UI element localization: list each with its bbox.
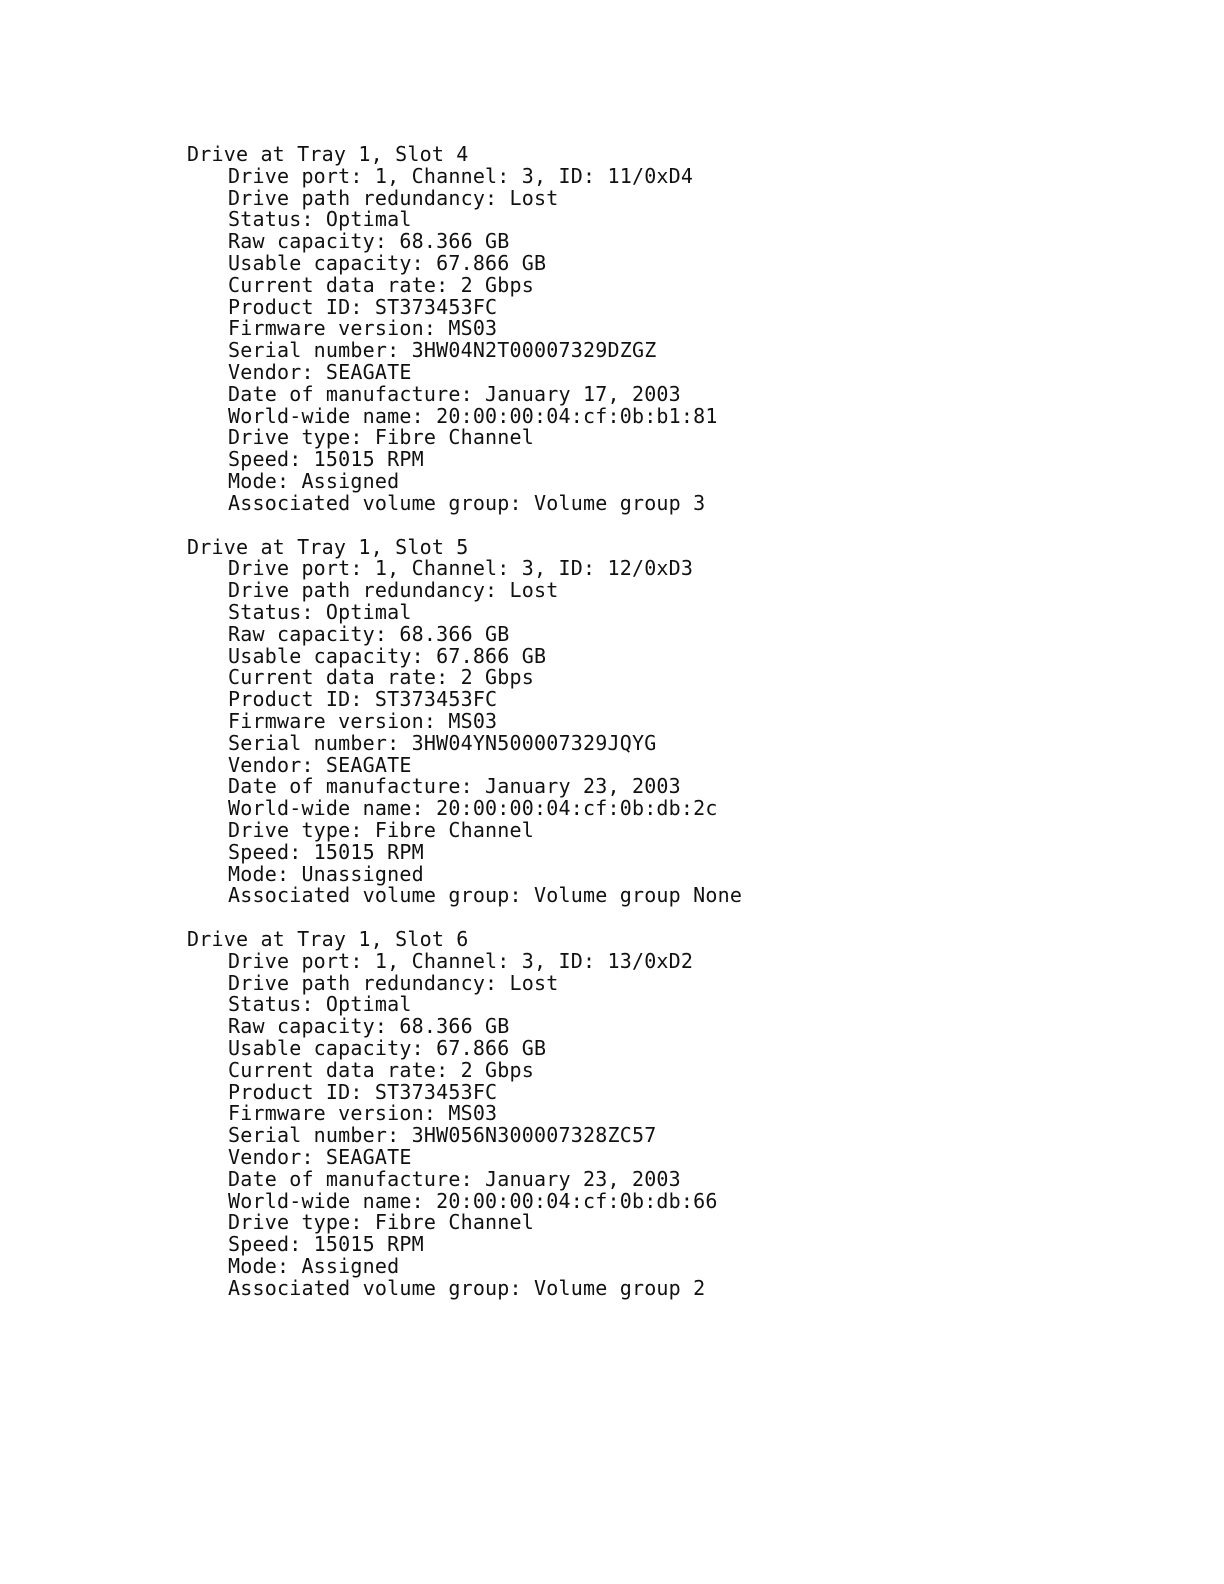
drive-port-line: Drive port: 1, Channel: 3, ID: 11/0xD4 — [228, 163, 694, 188]
raw-capacity-line: Raw capacity: 68.366 GB — [228, 1014, 510, 1039]
firmware-line: Firmware version: MS03 — [228, 1101, 498, 1126]
status-line: Status: Optimal — [228, 599, 412, 624]
volume-group-line: Associated volume group: Volume group 3 — [228, 490, 706, 515]
world-wide-name-line: World-wide name: 20:00:00:04:cf:0b:b1:81 — [228, 403, 718, 428]
world-wide-name-line: World-wide name: 20:00:00:04:cf:0b:db:66 — [228, 1188, 718, 1213]
drive-port-line: Drive port: 1, Channel: 3, ID: 13/0xD2 — [228, 948, 694, 973]
manufacture-date-line: Date of manufacture: January 17, 2003 — [228, 381, 681, 406]
raw-capacity-line: Raw capacity: 68.366 GB — [228, 621, 510, 646]
drive-heading: Drive at Tray 1, Slot 5 — [187, 534, 469, 559]
drive-properties — [187, 163, 1187, 515]
drive-properties — [187, 948, 1187, 1300]
vendor-line: Vendor: SEAGATE — [228, 1145, 412, 1170]
drive-block-slot-6 — [187, 929, 1187, 1300]
drive-heading: Drive at Tray 1, Slot 4 — [187, 142, 469, 166]
manufacture-date-line: Date of manufacture: January 23, 2003 — [228, 774, 681, 799]
data-rate-line: Current data rate: 2 Gbps — [228, 1057, 535, 1082]
data-rate-line: Current data rate: 2 Gbps — [228, 272, 535, 297]
speed-line: Speed: 15015 RPM — [228, 447, 424, 472]
drive-type-line: Drive type: Fibre Channel — [228, 425, 535, 450]
status-line: Status: Optimal — [228, 992, 412, 1017]
serial-number-line: Serial number: 3HW04YN500007329JQYG — [228, 730, 657, 755]
vendor-line: Vendor: SEAGATE — [228, 359, 412, 384]
serial-number-line: Serial number: 3HW056N300007328ZC57 — [228, 1123, 657, 1148]
volume-group-line: Associated volume group: Volume group 2 — [228, 1275, 706, 1300]
drive-type-line: Drive type: Fibre Channel — [228, 1210, 535, 1235]
product-id-line: Product ID: ST373453FC — [228, 1079, 498, 1104]
path-redundancy-line: Drive path redundancy: Lost — [228, 578, 559, 603]
product-id-line: Product ID: ST373453FC — [228, 687, 498, 712]
volume-group-line: Associated volume group: Volume group None — [228, 883, 743, 908]
mode-line: Mode: Assigned — [228, 468, 400, 493]
manufacture-date-line: Date of manufacture: January 23, 2003 — [228, 1166, 681, 1191]
drive-heading: Drive at Tray 1, Slot 6 — [187, 927, 469, 952]
usable-capacity-line: Usable capacity: 67.866 GB — [228, 1036, 547, 1061]
usable-capacity-line: Usable capacity: 67.866 GB — [228, 643, 547, 668]
serial-number-line: Serial number: 3HW04N2T00007329DZGZ — [228, 338, 657, 363]
speed-line: Speed: 15015 RPM — [228, 1232, 424, 1257]
world-wide-name-line: World-wide name: 20:00:00:04:cf:0b:db:2c — [228, 796, 718, 821]
mode-line: Mode: Unassigned — [228, 861, 424, 886]
mode-line: Mode: Assigned — [228, 1254, 400, 1279]
drive-properties — [187, 558, 1187, 907]
data-rate-line: Current data rate: 2 Gbps — [228, 665, 535, 690]
raw-capacity-line: Raw capacity: 68.366 GB — [228, 229, 510, 254]
firmware-line: Firmware version: MS03 — [228, 708, 498, 733]
vendor-line: Vendor: SEAGATE — [228, 752, 412, 777]
drive-block-slot-4 — [187, 144, 1187, 515]
firmware-line: Firmware version: MS03 — [228, 316, 498, 341]
usable-capacity-line: Usable capacity: 67.866 GB — [228, 250, 547, 275]
drive-port-line: Drive port: 1, Channel: 3, ID: 12/0xD3 — [228, 556, 694, 581]
speed-line: Speed: 15015 RPM — [228, 839, 424, 864]
drive-block-slot-5 — [187, 534, 1187, 908]
status-line: Status: Optimal — [228, 207, 412, 232]
product-id-line: Product ID: ST373453FC — [228, 294, 498, 319]
path-redundancy-line: Drive path redundancy: Lost — [228, 185, 559, 210]
path-redundancy-line: Drive path redundancy: Lost — [228, 970, 559, 995]
drive-report — [187, 144, 1187, 1322]
drive-type-line: Drive type: Fibre Channel — [228, 817, 535, 842]
